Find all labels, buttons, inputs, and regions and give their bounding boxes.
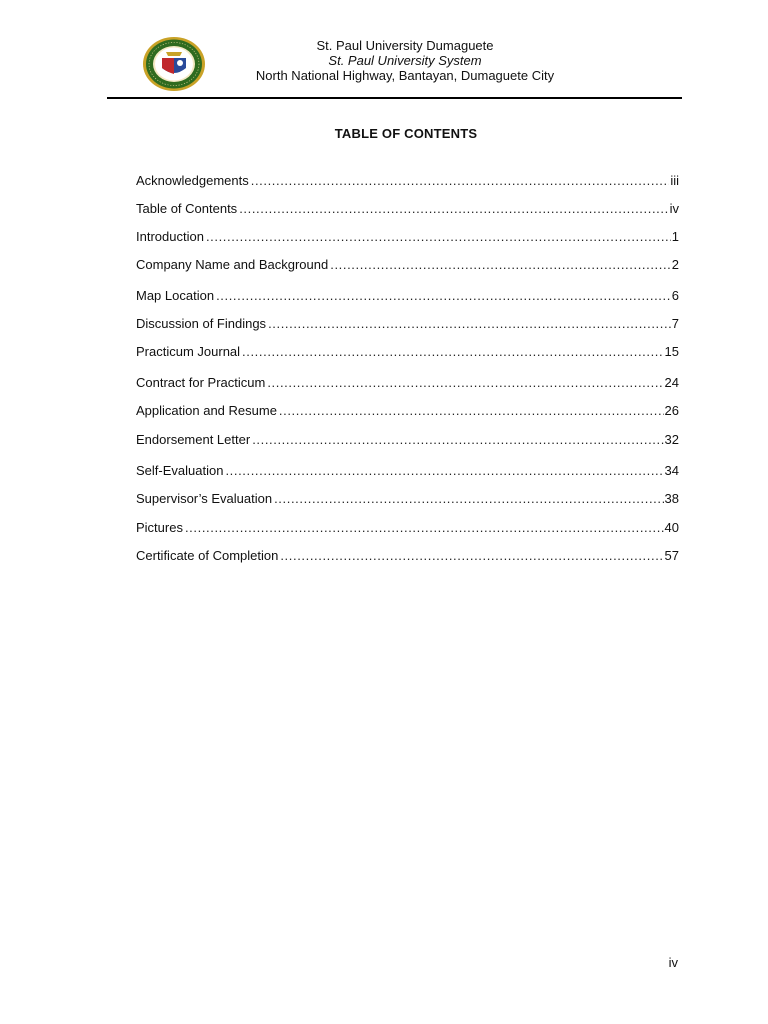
toc-entry-page: 2 bbox=[671, 257, 679, 272]
institution-address: North National Highway, Bantayan, Dumaguete City bbox=[255, 68, 555, 83]
dot-leader bbox=[267, 375, 663, 391]
header-divider bbox=[107, 97, 682, 99]
institution-name: St. Paul University Dumaguete bbox=[316, 38, 494, 53]
dot-leader bbox=[280, 548, 663, 564]
toc-entry-page: 7 bbox=[671, 316, 679, 331]
toc-entry-label: Discussion of Findings bbox=[136, 316, 267, 331]
toc-entry-label: Supervisor’s Evaluation bbox=[136, 491, 273, 506]
university-system: St. Paul University System bbox=[328, 53, 482, 68]
toc-entry-label: Table of Contents bbox=[136, 201, 238, 216]
toc-entry-page: 1 bbox=[671, 229, 679, 244]
toc-entry-page: iii bbox=[670, 173, 679, 188]
toc-entry-label: Certificate of Completion bbox=[136, 548, 279, 563]
toc-entry-page: 57 bbox=[664, 548, 679, 563]
toc-entry-page: 40 bbox=[664, 520, 679, 535]
dot-leader bbox=[216, 288, 671, 304]
toc-entry-page: 6 bbox=[671, 288, 679, 303]
toc-entry bbox=[136, 288, 679, 304]
dot-leader bbox=[206, 229, 671, 245]
toc-entry bbox=[136, 403, 679, 419]
letterhead bbox=[220, 38, 590, 83]
dot-leader bbox=[242, 344, 663, 360]
toc-entry-page: 34 bbox=[664, 463, 679, 478]
dot-leader bbox=[225, 463, 663, 479]
page-title: TABLE OF CONTENTS bbox=[334, 126, 478, 141]
toc-entry bbox=[136, 257, 679, 273]
toc-entry bbox=[136, 316, 679, 332]
toc-entry-label: Self-Evaluation bbox=[136, 463, 224, 478]
toc-entry bbox=[136, 463, 679, 479]
toc-entry bbox=[136, 491, 679, 507]
toc-entry bbox=[136, 548, 679, 564]
toc-entry bbox=[136, 344, 679, 360]
toc-entry-label: Practicum Journal bbox=[136, 344, 241, 359]
toc-entry-label: Introduction bbox=[136, 229, 204, 244]
toc-entry-page: 24 bbox=[664, 375, 679, 390]
toc-entry bbox=[136, 520, 679, 536]
toc-entry bbox=[136, 201, 679, 217]
toc-entry bbox=[136, 375, 679, 391]
toc-entry-label: Pictures bbox=[136, 520, 183, 535]
toc-entry-label: Acknowledgements bbox=[136, 173, 249, 188]
toc-entry-label: Application and Resume bbox=[136, 403, 277, 418]
toc-entry bbox=[136, 432, 679, 448]
toc-entry-page: 32 bbox=[664, 432, 679, 447]
dot-leader bbox=[279, 403, 664, 419]
dot-leader bbox=[185, 520, 664, 536]
toc-entry bbox=[136, 173, 679, 189]
toc-entry-label: Contract for Practicum bbox=[136, 375, 266, 390]
dot-leader bbox=[251, 173, 670, 189]
toc-entry-label: Company Name and Background bbox=[136, 257, 329, 272]
dot-leader bbox=[252, 432, 663, 448]
toc-entry-label: Endorsement Letter bbox=[136, 432, 251, 447]
toc-entry-page: 38 bbox=[664, 491, 679, 506]
toc-entry-page: 15 bbox=[664, 344, 679, 359]
toc-entry-page: iv bbox=[669, 201, 679, 216]
dot-leader bbox=[274, 491, 663, 507]
dot-leader bbox=[330, 257, 671, 273]
university-seal-icon bbox=[142, 36, 206, 92]
footer-page-number: iv bbox=[668, 955, 678, 970]
dot-leader bbox=[239, 201, 668, 217]
toc-entry bbox=[136, 229, 679, 245]
toc-entry-label: Map Location bbox=[136, 288, 215, 303]
toc-entry-page: 26 bbox=[664, 403, 679, 418]
dot-leader bbox=[268, 316, 671, 332]
